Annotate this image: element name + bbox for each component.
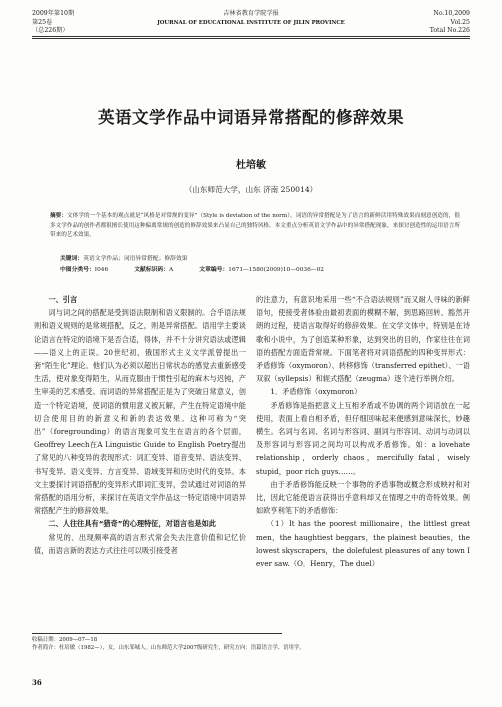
subsection-heading-oxymoron: 1．矛盾修饰（oxymoron） (270, 387, 362, 397)
total-issue: （总226期） (32, 27, 69, 34)
example-quote: （1）It has the poorest millionaire，the littlest great men，the haughtiest beggars，the plainest beauties，the lowest skyscrapers，the dolefulest pleasures of any town I ever saw.（O．Henry，The duel） (256, 519, 470, 569)
journal-name-en: JOURNAL OF EDUCATIONAL INSTITUTE OF JILIN PROVINCE (157, 19, 345, 26)
abstract-text: 文体学的一个基本的观点就是“风格是对常规的变异”（Style is deviation of the norm）。词语的异常搭配是为了语言的新鲜活用特殊效果而刻意创造的，很多文学作品的创作者都很擅长使用这种偏离常规的创造的修辞效果来凸显自己的独特风格。本文重点分析英语文学作品中的异常搭配现象，来探讨创造性的运用语言所带来的艺术效果。 (50, 213, 460, 239)
issue-no: No.10,2009 (433, 10, 470, 17)
issue-year: 2009年第10期 (32, 10, 75, 17)
body-paragraph: 常见的、出现频率高的语言形式常会失去注意价值和记忆价值，而语言新的表达方式往往可以吸引接受者 (34, 532, 246, 555)
article-no-label: 文章编号： (199, 267, 229, 273)
keywords-text: 英语文学作品；词语异常搭配；修辞效果 (83, 256, 188, 262)
volume: 第25卷 (32, 18, 53, 26)
keywords-label: 关键词： (60, 256, 84, 262)
issue-info-en (430, 10, 470, 36)
received-date: 收稿日期：2009—07—18 (32, 637, 98, 643)
author-bio: 作者简介：杜培敏（1982—），女，山东邹城人。山东师范大学2007级研究生，研究方向：语篇语言学、语用学。 (32, 645, 305, 651)
right-column (256, 293, 470, 570)
body-paragraph: 的注意力，有意识地采用一些“不合语法规则”而又耐人寻味的新鲜语句，使接受者体验由最初表面的模糊不解，到思路回转、豁然开朗的过程，使语言取得好的修辞效果。在文学文体中，特别是在诗歌和小说中，为了创造某种形象，达到突出的目的，作家往往在词语的搭配方面造背常规。下面笔者将对词语搭配的四种变异形式：矛盾修饰（oxymoron）、转移修饰（transferred epithet）、一语双叙（syllepsis）和轭式搭配（zeugma）逐个进行举例介绍。 (256, 295, 470, 384)
keywords (60, 253, 188, 262)
body-paragraph: 词与词之间的搭配是受到语法限制和语义限制的。合乎语法规则和语义规则的是常规搭配，反之，则是异常搭配。语用学主要谈论语言在特定的语境下是否合适，得体，并不十分讲究语法或逻辑——语义上的正误。20世纪初，俄国形式主义文学派曾提出一套“陌生化”理论。他们认为必须以超出日常状态的感觉去重新感受生活，使对象变得陌生，从而克服由于惯性引起的麻木与迟钝，产生审美的艺术感受。而词语的异常搭配正是为了突破日常意义，创造一个特定语境，使词语的惯用意义被瓦解，产生在特定语境中能切合使用目的的新意义和新的表达效果。这种可称为“突出”（foregrounding）的语言现象可发生在语言的各个层面，Geoffrey Leech在A Linguistic Guide to English Poetry提出了常见的八种变异的表现形式：词汇变异、语音变异、语法变异、书写变异、语义变异、方言变异、语域变异和历史时代的变异。本文主要探讨词语搭配的变异形式即词汇变异，尝试通过对词语的异常搭配的语用分析，来探讨在英语文学作品这一特定语境中词语异常搭配产生的修辞效果。 (34, 308, 246, 516)
journal-name-cn: 吉林省教育学院学报 (223, 10, 279, 17)
abstract (50, 212, 460, 241)
clc-label: 中图分类号： (60, 267, 95, 273)
header-rule-thin (32, 38, 470, 39)
section-heading-intro: 一、引言 (48, 295, 78, 304)
clc-code: I046 (94, 267, 109, 273)
total-no: Total No.226 (429, 27, 470, 34)
page-number: 36 (32, 678, 42, 687)
classification-line (60, 264, 324, 273)
article-no: 1671—1580(2009)10—0036—02 (228, 267, 324, 273)
journal-name (32, 10, 470, 27)
volume-en: Vol.25 (450, 18, 470, 26)
affiliation: （山东师范大学，山东 济南 250014） (184, 185, 318, 194)
footnote (32, 633, 305, 652)
body-paragraph: 由于矛盾修饰能反映一个事物的矛盾事物或概念形成映衬和对比，因此它能使语言获得出乎意料却又在情理之中的奇特效果。例如欧亨利笔下的矛盾修饰： (256, 479, 470, 516)
paper-title: 英语文学作品中词语异常搭配的修辞效果 (98, 108, 404, 127)
author-name: 杜培敏 (236, 160, 266, 171)
left-column (34, 293, 246, 557)
body-paragraph: 矛盾修饰是指把意义上互相矛盾或不协调的两个词语放在一起使用，表面上看自相矛盾，但仔细回味起来便感到意味深长，妙趣横生。名词与名词、名词与形容词、副词与形容词、动词与动词以及形容词与形容词之间均可以构成矛盾修饰。如：a lovehate relationship，orderly chaos，mercifully fatal，wisely stupid，poor rich guys……。 (256, 400, 470, 476)
doc-code-label: 文献标识码： (134, 267, 170, 273)
abstract-label: 摘要： (50, 213, 67, 219)
doc-code: A (169, 267, 174, 273)
header-rule (32, 36, 470, 37)
section-heading-2: 二、人往往具有“猎奇”的心理特征，对语言也是如此 (48, 519, 216, 529)
journal-header (32, 10, 470, 68)
